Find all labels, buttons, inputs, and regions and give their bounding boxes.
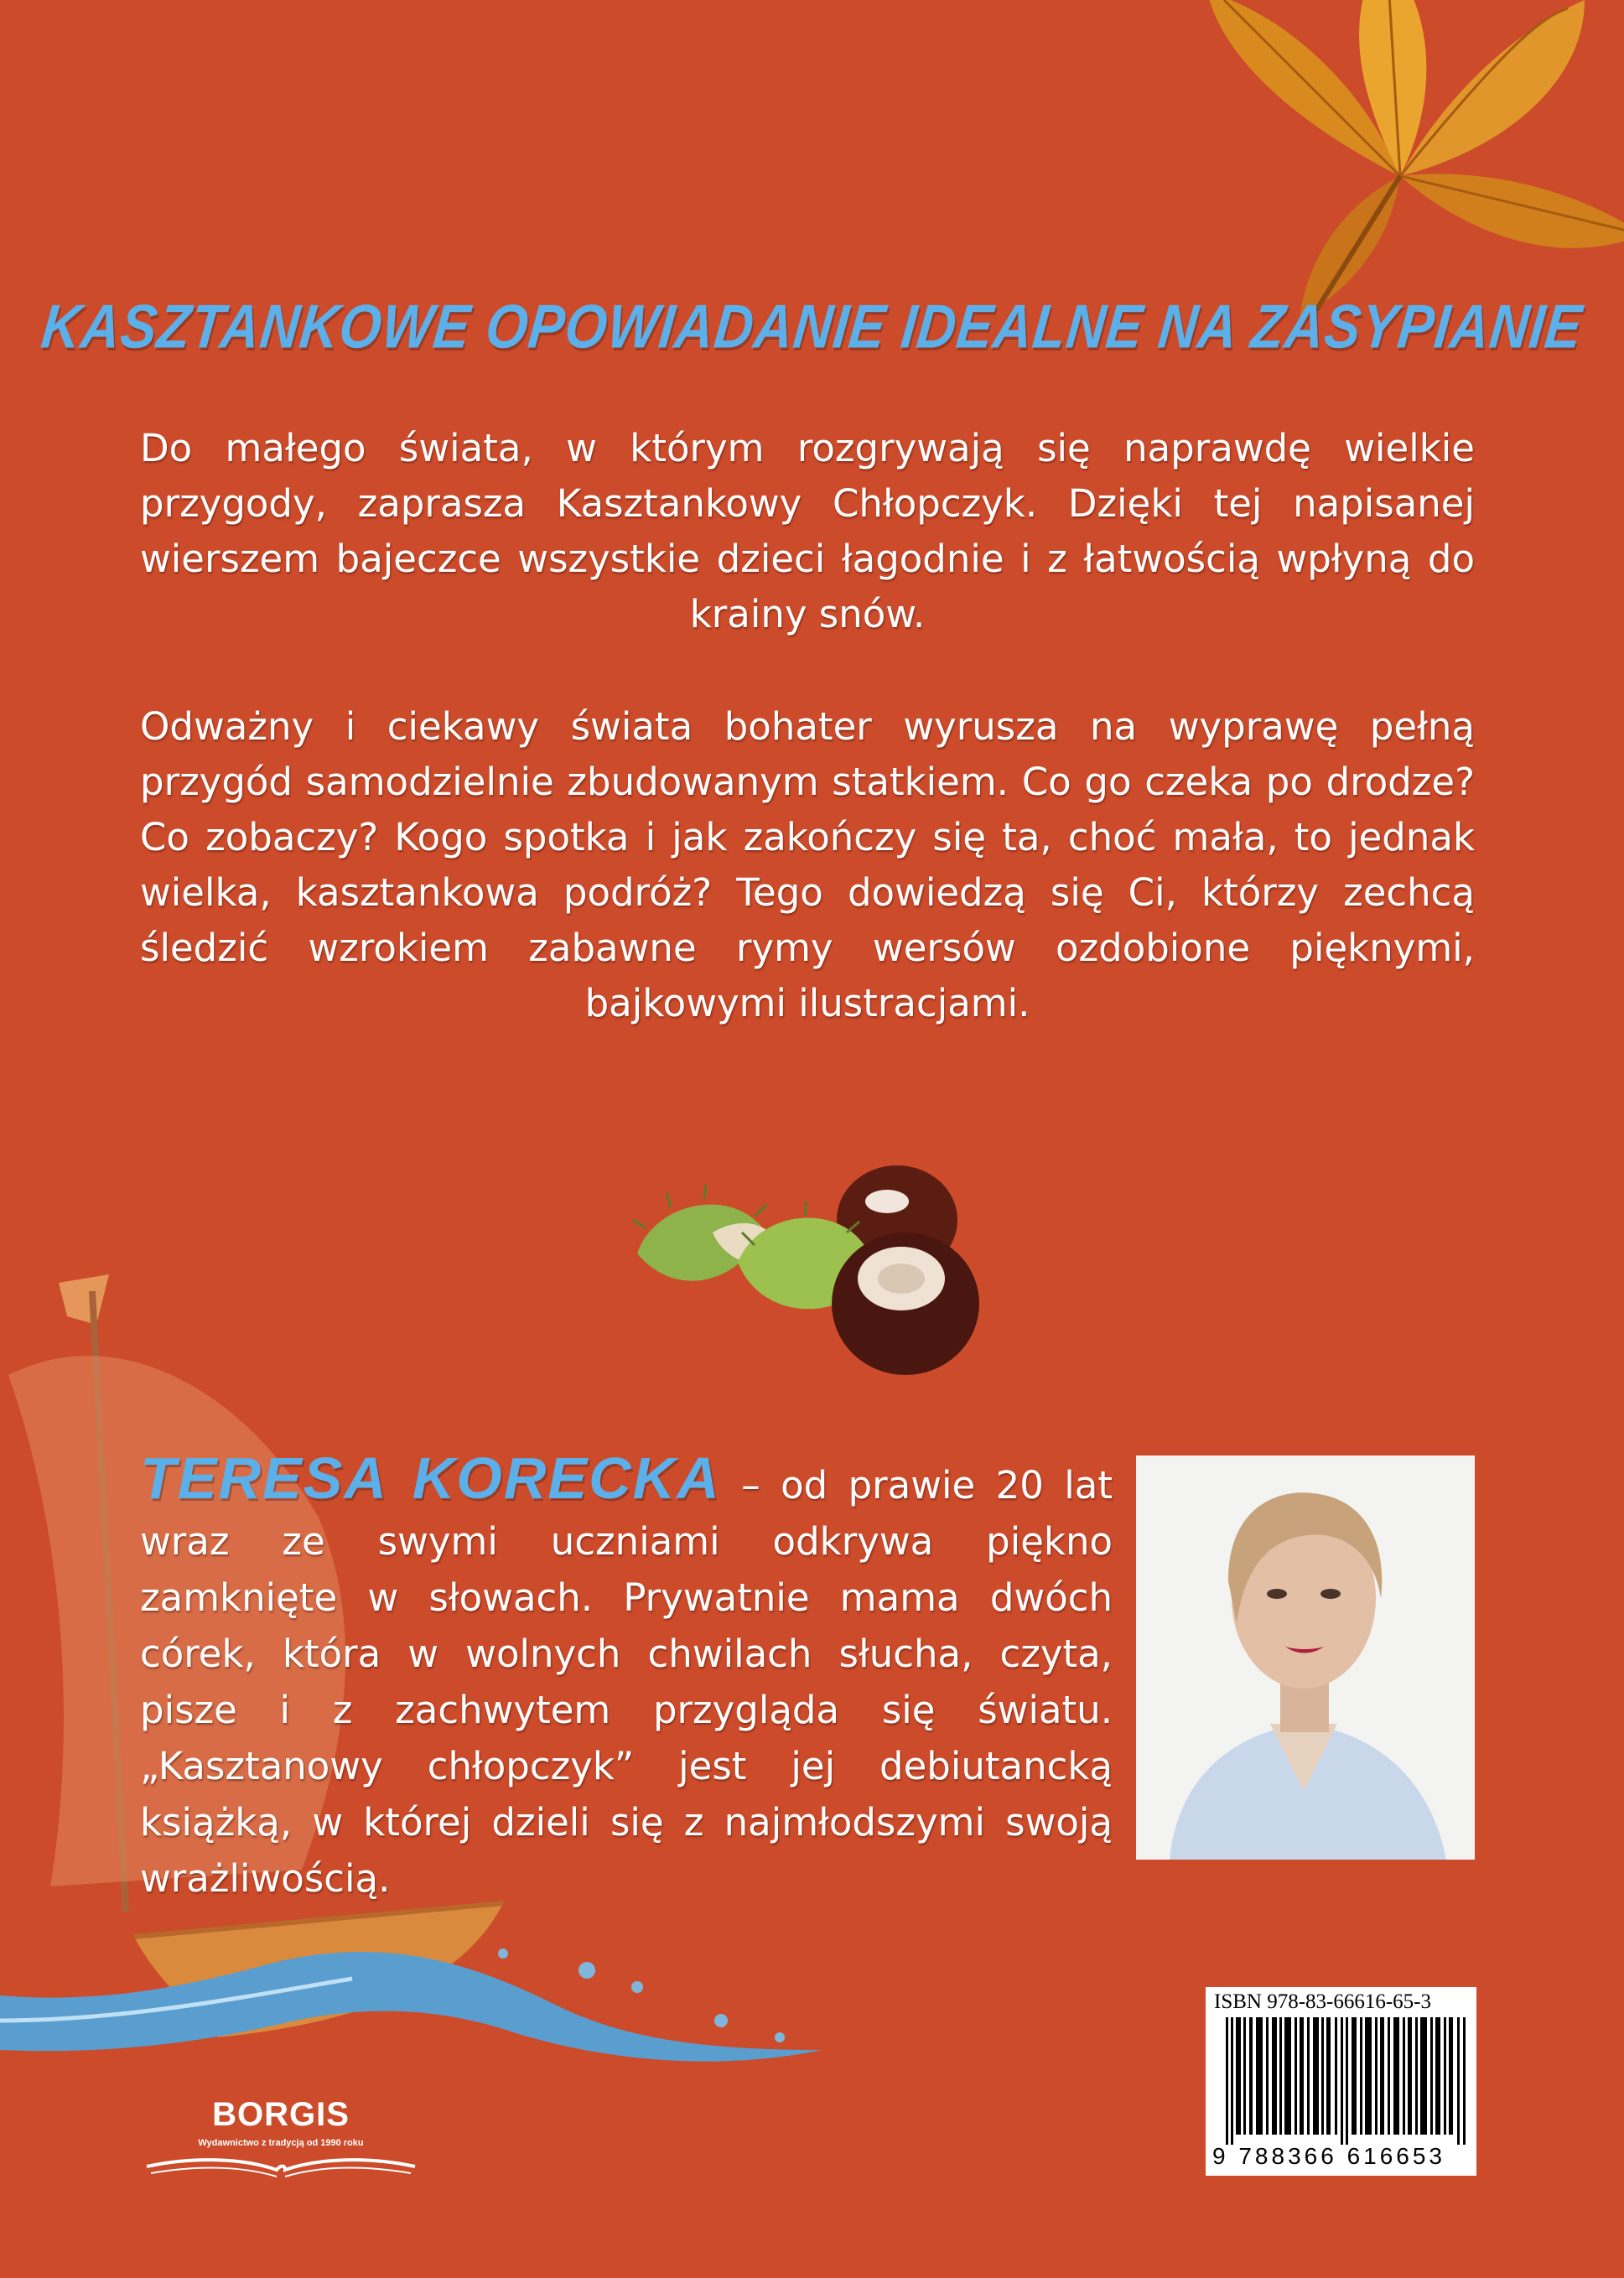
- isbn-barcode: [1206, 1987, 1476, 2176]
- publisher-logo: [143, 2096, 419, 2180]
- barcode-digits: 9 788366 616653: [1212, 2143, 1445, 2169]
- description-paragraph-1: Do małego świata, w którym rozgrywają się naprawdę wielkie przygody, zaprasza Kasztankowy Chłopczyk. Dzięki tej napisanej wierszem bajeczce wszystkie dzieci łagodnie i z łatwością wpłyną do krainy snów.: [140, 426, 1475, 636]
- headline: KASZTANKOWE OPOWIADANIE IDEALNE NA ZASYPIANIE: [38, 291, 1586, 361]
- isbn-label: ISBN 978-83-66616-65-3: [1214, 1990, 1432, 2013]
- author-name: TERESA KORECKA: [140, 1445, 721, 1511]
- author-bio-text: – od prawie 20 lat wraz ze swymi uczniami odkrywa piękno zamknięte w słowach. Prywatnie mama dwóch córek, która w wolnych chwilach słucha, czyta, pisze i z zachwytem przygląda się światu. „Kasztanowy chłopczyk” jest jej debiutancką książką, w której dzieli się z najmłodszymi swoją wrażliwością.: [140, 1463, 1113, 1901]
- publisher-name: BORGIS: [212, 2096, 350, 2133]
- author-bio: [140, 1445, 1113, 1907]
- author-photo: [1136, 1456, 1475, 1860]
- chestnut-leaf-illustration: [1191, 0, 1624, 319]
- description-paragraph-2: Odważny i ciekawy świata bohater wyrusza na wyprawę pełną przygód samodzielnie zbudowanym statkiem. Co go czeka po drodze? Co zobaczy? Kogo spotka i jak zakończy się ta, choć mała, to jednak wielka, kasztankowa podróż? Tego dowiedzą się Ci, którzy zechcą śledzić wzrokiem zabawne rymy wersów ozdobione pięknymi, bajkowymi ilustracjami.: [140, 704, 1475, 1025]
- publisher-tagline: Wydawnictwo z tradycją od 1990 roku: [198, 2138, 364, 2148]
- barcode-bars: [1226, 2017, 1469, 2145]
- open-book-icon: [143, 2148, 419, 2178]
